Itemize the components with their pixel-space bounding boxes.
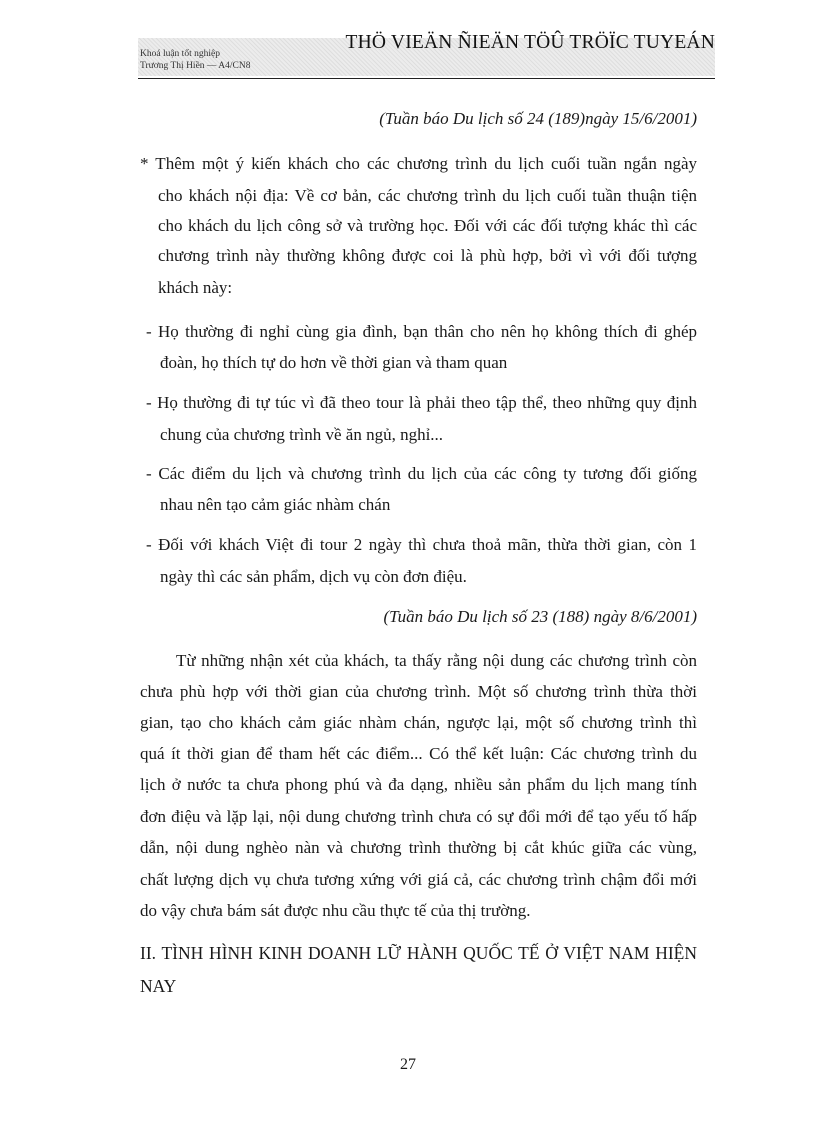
paragraph-line: đơn điệu và lặp lại, nội dung chương trình chưa có sự đổi mới để tạo yếu tố hấp: [140, 807, 697, 826]
opinion-line: cho khách du lịch công sở và trường học. Đối với các đối tượng khác thì các: [158, 216, 697, 235]
header-document-info: [140, 48, 250, 72]
citation-second: (Tuần báo Du lịch số 23 (188) ngày 8/6/2001): [383, 607, 697, 626]
paragraph-line: gian, tạo cho khách cảm giác nhàm chán, ngược lại, một số chương trình thì: [140, 713, 697, 732]
opinion-line: chương trình này thường không được coi là phù hợp, bởi vì với đối tượng: [158, 246, 697, 265]
header-thesis-label: Khoá luận tốt nghiệp: [140, 49, 220, 59]
paragraph-line: chưa phù hợp với thời gian của chương trình. Một số chương trình thừa thời: [140, 682, 697, 701]
opinion-line: cho khách nội địa: Về cơ bản, các chương trình du lịch cuối tuần thuận tiện: [158, 186, 697, 205]
page-header: [138, 28, 715, 79]
paragraph-line: dẫn, nội dung nghèo nàn và chương trình thường bị cắt khúc giữa các vùng,: [140, 838, 697, 857]
opinion-line: * Thêm một ý kiến khách cho các chương trình du lịch cuối tuần ngắn ngày: [140, 154, 697, 173]
paragraph-line: chất lượng dịch vụ chưa tương xứng với giá cả, các chương trình chậm đổi mới: [140, 870, 697, 889]
bullet-line: - Các điểm du lịch và chương trình du lịch của các công ty tương đối giống: [146, 464, 697, 483]
bullet-line: ngày thì các sản phẩm, dịch vụ còn đơn điệu.: [160, 567, 467, 586]
paragraph-line: Từ những nhận xét của khách, ta thấy rằng nội dung các chương trình còn: [176, 651, 697, 670]
paragraph-line: quá ít thời gian để tham hết các điểm... Có thể kết luận: Các chương trình du: [140, 744, 697, 763]
paragraph-line: do vậy chưa bám sát được nhu cầu thực tế của thị trường.: [140, 901, 531, 920]
header-library-title: THÖ VIEÄN ÑIEÄN TÖÛ TRÖÏC TUYEÁN: [345, 32, 715, 53]
bullet-line: đoàn, họ thích tự do hơn về thời gian và tham quan: [160, 353, 508, 372]
header-author-label: Trương Thị Hiền — A4/CN8: [140, 61, 251, 71]
section-heading-continued: NAY: [140, 976, 177, 996]
citation-first: (Tuần báo Du lịch số 24 (189)ngày 15/6/2001): [379, 109, 697, 128]
bullet-line: nhau nên tạo cảm giác nhàm chán: [160, 495, 391, 514]
bullet-line: - Họ thường đi nghỉ cùng gia đình, bạn thân cho nên họ không thích đi ghép: [146, 322, 697, 341]
bullet-line: chung của chương trình về ăn ngủ, nghỉ...: [160, 425, 444, 444]
opinion-line: khách này:: [158, 278, 233, 297]
paragraph-line: lịch ở nước ta chưa phong phú và đa dạng, nhiều sản phẩm du lịch mang tính: [140, 775, 697, 794]
bullet-line: - Đối với khách Việt đi tour 2 ngày thì chưa thoả mãn, thừa thời gian, còn 1: [146, 535, 697, 554]
section-heading: II. TÌNH HÌNH KINH DOANH LỮ HÀNH QUỐC TẾ Ở VIỆT NAM HIỆN: [140, 943, 697, 963]
page-number: 27: [400, 1056, 416, 1073]
bullet-line: - Họ thường đi tự túc vì đã theo tour là phải theo tập thể, theo những quy định: [146, 393, 697, 412]
